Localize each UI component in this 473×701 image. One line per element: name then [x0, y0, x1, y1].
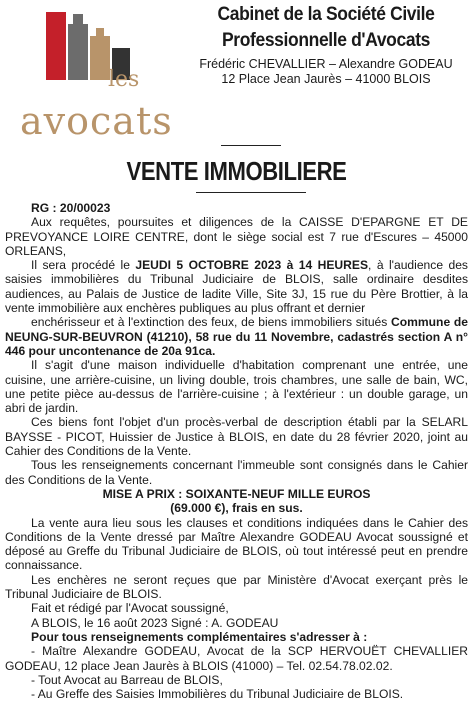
logo-grey-bar: [68, 24, 88, 80]
title-rule-bottom: [196, 192, 306, 193]
contact-heading: Pour tous renseignements complémentaires s'adresser à :: [31, 629, 368, 644]
paragraph-property: enchérisseur et à l'extinction des feux, de biens immobiliers situés Commune de NEUNG-SUR-BEUVRON (41210), 58 rue du 11 Novembre, cadastrés section A n° 446 pour uncontenance de 20a 91ca.: [5, 315, 468, 358]
title-rule-top: [221, 145, 281, 146]
paragraph-petitioner: Aux requêtes, poursuites et diligences de la CAISSE D'EPARGNE ET DE PREVOYANCE LOIRE CENTRE, dont le siège social est 7 rue d'Escures – 45000 ORLEANS,: [5, 215, 468, 258]
page-title: VENTE IMMOBILIERE: [126, 156, 347, 186]
paragraph-hearing: Il sera procédé le JEUDI 5 OCTOBRE 2023 à 14 HEURES, à l'audience des saisies immobilières du Tribunal Judiciaire de BLOIS, salle ordinaire desdites audiences, au Palais de Justice de ladite Ville, Site 3J, 15 rue du Père Brottier, à la vente immobilière aux enchères publiques au plus offrant et dernier: [5, 258, 468, 316]
logo-tan-bar: [90, 36, 110, 80]
firm-header: [186, 2, 466, 87]
paragraph-signature: A BLOIS, le 16 août 2023 Signé : A. GODEAU: [31, 615, 279, 630]
paragraph-drafted: Fait et rédigé par l'Avocat soussigné,: [31, 601, 229, 616]
lawyer-names: Frédéric CHEVALLIER – Alexandre GODEAU: [199, 57, 453, 71]
contact-registry: - Au Greffe des Saisies Immobilières du Tribunal Judiciaire de BLOIS.: [31, 687, 404, 701]
contact-bar: - Tout Avocat au Barreau de BLOIS,: [31, 672, 223, 687]
property-location: Commune de NEUNG-SUR-BEUVRON (41210), 58 rue du 11 Novembre, cadastrés section A n° 446 pour uncontenance de 20a 91ca.: [5, 315, 468, 358]
contact-lawyer: - Maître Alexandre GODEAU, Avocat de la SCP HERVOUËT CHEVALLIER GODEAU, 12 place Jean Jaurès à BLOIS (41000) – Tel. 02.54.78.02.02.: [5, 644, 468, 673]
firm-name-line1: Cabinet de la Société Civile: [217, 4, 435, 25]
starting-price: MISE A PRIX : SOIXANTE-NEUF MILLE EUROS: [102, 486, 371, 501]
svg-text:les: les: [108, 67, 140, 92]
paragraph-report: Ces biens font l'objet d'un procès-verbal de description établi par la SELARL BAYSSE - PICOT, Huissier de Justice à BLOIS, en date du 28 février 2020, joint au Cahier des Conditions de la Vente.: [5, 415, 468, 459]
notice-body: [5, 201, 468, 701]
starting-price-amount: (69.000 €), frais en sus.: [170, 501, 303, 516]
hearing-date: JEUDI 5 OCTOBRE 2023 à 14 HEURES: [135, 258, 369, 273]
case-reference: RG : 20/00023: [31, 201, 111, 215]
les-avocats-logo: [20, 6, 185, 140]
paragraph-bids: Les enchères ne seront reçues que par Ministère d'Avocat exerçant près le Tribunal Judiciaire de BLOIS.: [5, 572, 468, 602]
logo-graphic: [20, 6, 185, 140]
paragraph-description: Il s'agit d'une maison individuelle d'habitation comprenant une entrée, une cuisine, une arrière-cuisine, un living double, trois chambres, une salle de bain, WC, une petite pièce au-dessus de l'arrière-cuisine ; à l'extérieur : un double garage, un abri de jardin.: [5, 358, 468, 416]
firm-address: 12 Place Jean Jaurès – 41000 BLOIS: [221, 72, 431, 86]
svg-text:avocats: avocats: [20, 99, 173, 140]
firm-name-line2: Professionnelle d'Avocats: [221, 30, 431, 51]
paragraph-sale-terms: La vente aura lieu sous les clauses et conditions indiquées dans le Cahier des Conditions de la Vente dressé par Maître Alexandre GODEAU Avocat soussigné et déposé au Greffe du Tribunal Judiciaire de BLOIS, où tout intéressé peut en prendre connaissance.: [5, 515, 468, 573]
logo-red-bar: [46, 12, 66, 80]
paragraph-conditions: Tous les renseignements concernant l'immeuble sont consignés dans le Cahier des Conditions de la Vente.: [5, 458, 468, 487]
